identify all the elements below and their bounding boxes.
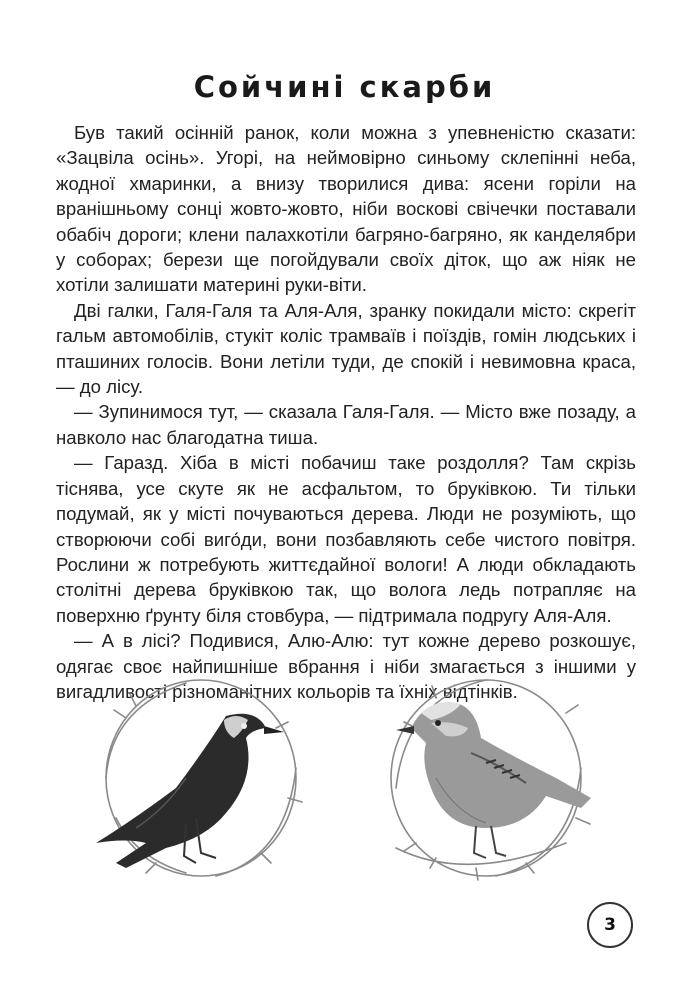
- paragraph-2: Дві галки, Галя-Галя та Аля-Аля, зранку покидали місто: скрегіт гальм автомобілів, стукіт коліс трамваїв і поїздів, гомін людських і пташиних голосів. Вони летіли туди, де спокій і невимовна краса, — до лісу.: [56, 299, 636, 398]
- page-number: 3: [604, 915, 616, 935]
- paragraph-1: Був такий осінній ранок, коли можна з упевненістю сказати: «Зацвіла осінь». Угорі, на неймовірно синьому склепінні неба, жодної хмаринки, а внизу творилися дива: ясени горіли на вранішньому сонці жовто-жовто, ніби воскові свічечки поставали обабіч дороги; клени палахкотіли багряно-багряно, як канделябри у соборах; берези ще погойдували своїх діток, що аж ніяк не хотіли залишати материні руки-віти.: [56, 122, 636, 296]
- paragraph-4: — Гаразд. Хіба в місті побачиш таке роздолля? Там скрізь тіснява, усе скуте як не асфальтом, то бруківкою. Ти тільки подумай, як у місті почуваються дерева. Люди не розуміють, що створюючи собі виго́ди, вони позбавляють себе чистого повітря. Рослини ж потребують життєдайної вологи! А люди обкладають столітні дерева бруківкою так, що волога ледь потрапляє на поверхню ґрунту біля стовбура, — підтримала подругу Аля-Аля.: [56, 452, 636, 626]
- page-title: Сойчині скарби: [193, 70, 496, 104]
- page-number-badge: [587, 902, 633, 948]
- jackdaw-illustration: [66, 668, 316, 898]
- jay-illustration: [376, 668, 626, 898]
- story-text: [56, 120, 636, 704]
- paragraph-3: — Зупинимося тут, — сказала Галя-Галя. — Місто вже позаду, а навколо нас благодатна тиша.: [56, 401, 636, 448]
- paragraph-5: — А в лісі? Подивися, Алю-Алю: тут кожне дерево розкошує, одягає своє найпишніше вбрання і ніби змагається з іншими у вигадливості різноманітних кольорів та їхніх відтінків.: [56, 630, 636, 702]
